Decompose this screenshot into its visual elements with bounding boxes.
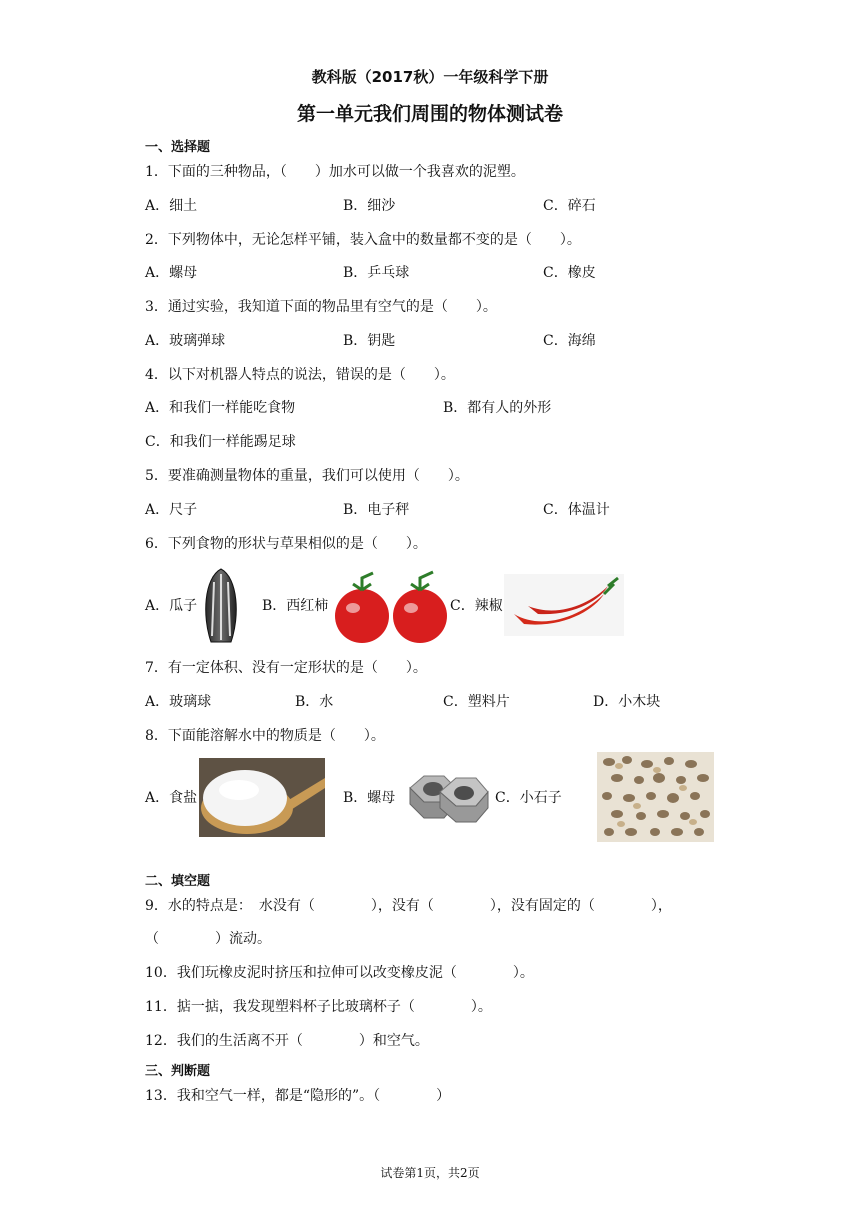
q1-option-a: A．细土 [145, 198, 198, 214]
q8-option-c: C．小石子 [495, 790, 562, 806]
hex-nut-image [404, 764, 492, 832]
q4-option-b: B．都有人的外形 [443, 400, 552, 416]
q3-option-c: C．海绵 [543, 333, 596, 349]
section-heading-fill-blank: 二、填空题 [145, 874, 211, 889]
q2-option-a: A．螺母 [145, 265, 198, 281]
q3-option-b: B．钥匙 [343, 333, 396, 349]
q5-option-c: C．体温计 [543, 502, 610, 518]
question-11: 11．掂一掂，我发现塑料杯子比玻璃杯子（ ）。 [145, 999, 492, 1015]
q6-option-c: C．辣椒 [450, 598, 503, 614]
tomato-image [333, 568, 449, 646]
q8-option-b: B．螺母 [343, 790, 396, 806]
salt-spoon-image [199, 758, 325, 837]
question-2: 2．下列物体中，无论怎样平铺，装入盒中的数量都不变的是（ ）。 [145, 232, 581, 248]
pebbles-image [597, 752, 714, 842]
q1-option-c: C．碎石 [543, 198, 596, 214]
question-12: 12．我们的生活离不开（ ）和空气。 [145, 1033, 429, 1049]
section-heading-choice: 一、选择题 [145, 140, 211, 155]
q4-option-c: C．和我们一样能踢足球 [145, 434, 296, 450]
question-10: 10．我们玩橡皮泥时挤压和拉伸可以改变橡皮泥（ ）。 [145, 965, 534, 981]
q6-option-a: A．瓜子 [145, 598, 198, 614]
q5-option-a: A．尺子 [145, 502, 198, 518]
q1-option-b: B．细沙 [343, 198, 396, 214]
q2-option-b: B．乒乓球 [343, 265, 410, 281]
question-9-line-1: 9．水的特点是： 水没有（ ），没有（ ），没有固定的（ ）， [145, 898, 672, 914]
q5-option-b: B．电子秤 [343, 502, 410, 518]
question-3: 3．通过实验，我知道下面的物品里有空气的是（ ）。 [145, 299, 497, 315]
q6-option-b: B．西红柿 [262, 598, 329, 614]
question-9-line-2: （ ）流动。 [145, 931, 271, 947]
q7-option-c: C．塑料片 [443, 694, 510, 710]
question-7: 7．有一定体积、没有一定形状的是（ ）。 [145, 660, 427, 676]
q8-option-a: A．食盐 [145, 790, 198, 806]
question-1: 1．下面的三种物品，（ ）加水可以做一个我喜欢的泥塑。 [145, 164, 525, 180]
q7-option-b: B．水 [295, 694, 334, 710]
q2-option-c: C．橡皮 [543, 265, 596, 281]
question-5: 5．要准确测量物体的重量，我们可以使用（ ）。 [145, 468, 469, 484]
q3-option-a: A．玻璃弹球 [145, 333, 226, 349]
sunflower-seed-image [198, 566, 244, 646]
page-subtitle: 教科版（2017秋）一年级科学下册 [311, 68, 549, 86]
question-13: 13．我和空气一样，都是“隐形的”。（ ） [145, 1088, 451, 1104]
page-title: 第一单元我们周围的物体测试卷 [296, 103, 563, 125]
question-8: 8．下面能溶解水中的物质是（ ）。 [145, 728, 385, 744]
q7-option-d: D．小木块 [593, 694, 661, 710]
q4-option-a: A．和我们一样能吃食物 [145, 400, 296, 416]
question-6: 6．下列食物的形状与草果相似的是（ ）。 [145, 536, 427, 552]
section-heading-judgement: 三、判断题 [145, 1064, 211, 1079]
q7-option-a: A．玻璃球 [145, 694, 212, 710]
page-footer: 试卷第1页，共2页 [380, 1166, 480, 1180]
chili-pepper-image [504, 574, 624, 636]
question-4: 4．以下对机器人特点的说法，错误的是（ ）。 [145, 367, 455, 383]
